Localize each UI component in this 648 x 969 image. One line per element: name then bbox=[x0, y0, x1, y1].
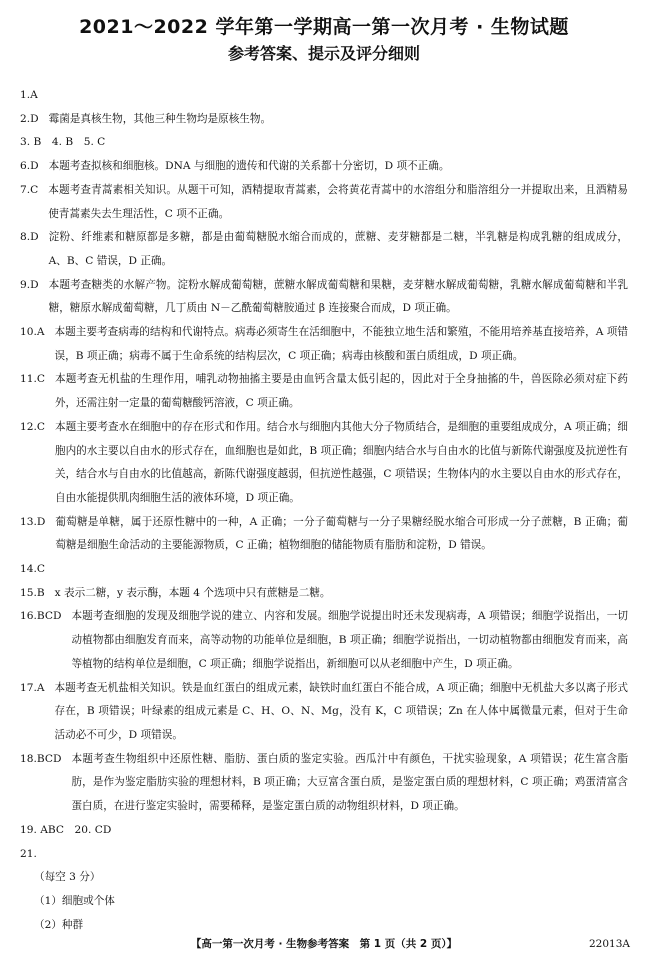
answer-item-15 bbox=[20, 582, 628, 606]
page-footer bbox=[0, 934, 648, 954]
answer-explanation: 淀粉、纤维素和糖原都是多糖，都是由葡萄糖脱水缩合而成的，蔗糖、麦芽糖都是二糖，半乳糖是构成乳糖的组成成分，A、B、C 错误，D 正确。 bbox=[48, 231, 628, 267]
answer-item-13 bbox=[20, 511, 628, 558]
answer-number: 17. bbox=[20, 681, 37, 694]
answer-explanation: 霉菌是真核生物，其他三种生物均是原核生物。 bbox=[48, 112, 272, 125]
answer-item-8 bbox=[20, 226, 628, 273]
answer-number: 6. bbox=[20, 160, 31, 173]
answer-key: D bbox=[30, 160, 39, 173]
footer-page-label: 【高一第一次月考 · 生物参考答案 第 1 页（共 2 页）】 bbox=[190, 938, 458, 950]
answer-key: A bbox=[30, 89, 38, 101]
q21-scoring-note: （每空 3 分） bbox=[34, 871, 101, 884]
page-subtitle: 参考答案、提示及评分细则 bbox=[227, 44, 420, 63]
answer-explanation: 本题考查糖类的水解产物。淀粉水解成葡萄糖，蔗糖水解成葡萄糖和果糖，麦芽糖水解成葡萄糖，乳糖水解成葡萄糖和半乳糖，糖原水解成葡萄糖，几丁质由 N－乙酰葡萄糖胺通过 β 连接聚合而成，D 项正确。 bbox=[48, 278, 628, 315]
answer-explanation: 本题考查细胞的发现及细胞学说的建立、内容和发展。细胞学说提出时还未发现病毒，A 项错误；细胞学说指出，一切动植物都由细胞发育而来，高等动物的功能单位是细胞，B 项正确；细胞学说指出，一切动植物都由细胞发育而来，高等植物的结构单位是细胞，C 项正确；细胞学说指出，新细胞可以从老细胞中产生，D 项正确。 bbox=[71, 610, 628, 670]
answer-item-7 bbox=[20, 179, 628, 226]
answer-item-11 bbox=[20, 368, 628, 415]
answer-explanation: x 表示二糖，y 表示酶，本题 4 个选项中只有蔗糖是二糖。 bbox=[54, 586, 331, 599]
answer-item-17 bbox=[20, 677, 628, 748]
answer-item-19-20 bbox=[20, 819, 628, 843]
answer-number: 14. bbox=[20, 563, 37, 576]
answer-keys-inline: 3. B 4. B 5. C bbox=[20, 136, 106, 149]
answer-key: C bbox=[36, 563, 45, 576]
answer-key: D bbox=[30, 231, 39, 244]
answer-number: 10. bbox=[20, 326, 37, 339]
answer-key: C bbox=[30, 183, 39, 196]
answer-key: B bbox=[36, 586, 45, 599]
page-title: 2021～2022 学年第一学期高一第一次月考 · 生物试题 bbox=[79, 16, 569, 38]
answer-item-18 bbox=[20, 748, 628, 819]
answer-explanation: 本题主要考查水在细胞中的存在形式和作用。结合水与细胞内其他大分子物质结合，是细胞的重要组成成分，A 项正确；细胞内的水主要以自由水的形式存在，血细胞也是如此，B 项正确；细胞内结合水与自由水的比值与新陈代谢强度及抗逆性有关，结合水与自由水的比值越高，新陈代谢强度越弱，但抗逆性越强，C 项错误；生物体内的水主要以自由水的形式存在，自由水能提供肌肉细胞生活的液体环境，D 项正确。 bbox=[54, 420, 628, 504]
answer-explanation: 本题考查无机盐相关知识。铁是血红蛋白的组成元素，缺铁时血红蛋白不能合成，A 项正确；细胞中无机盐大多以离子形式存在，B 项错误；叶绿素的组成元素是 C、H、O、N、Mg，没有 K，C 项错误；Zn 在人体中属微量元素，但对于生命活动必不可少，D 项错误。 bbox=[54, 681, 628, 741]
answer-item-14 bbox=[20, 558, 628, 582]
answer-item-21 bbox=[20, 843, 628, 867]
answer-key: D bbox=[36, 515, 46, 528]
q21-answer-1: （1）细胞或个体 bbox=[34, 894, 115, 907]
answer-number: 11. bbox=[20, 373, 37, 386]
answer-key: A bbox=[36, 681, 45, 694]
answer-number: 12. bbox=[20, 420, 37, 433]
answer-key: BCD bbox=[36, 752, 62, 765]
answer-list bbox=[20, 84, 628, 937]
answer-item-2 bbox=[20, 108, 628, 132]
answer-item-9 bbox=[20, 274, 628, 321]
answer-number: 18. bbox=[20, 752, 37, 765]
answer-number: 13. bbox=[20, 515, 37, 528]
answer-key: C bbox=[36, 373, 45, 386]
answer-number: 16. bbox=[20, 610, 37, 623]
answer-item-3-5 bbox=[20, 131, 628, 155]
answer-number: 8. bbox=[20, 231, 31, 244]
answer-item-6 bbox=[20, 155, 628, 179]
answer-number: 7. bbox=[20, 183, 31, 196]
answer-explanation: 本题考查拟核和细胞核。DNA 与细胞的遗传和代谢的关系都十分密切，D 项不正确。 bbox=[48, 160, 450, 173]
answer-key: C bbox=[36, 420, 45, 433]
answer-explanation: 本题考查生物组织中还原性糖、脂肪、蛋白质的鉴定实验。西瓜汁中有颜色，干扰实验现象，A 项错误；花生富含脂肪，是作为鉴定脂肪实验的理想材料，B 项正确；大豆富含蛋白质，是鉴定蛋白质的理想材料，C 项正确；鸡蛋清富含蛋白质，在进行鉴定实验时，需要稀释，是鉴定蛋白质的动物组织材料，D 项正确。 bbox=[71, 752, 628, 813]
answer-explanation: 本题考查无机盐的生理作用，哺乳动物抽搐主要是由血钙含量太低引起的，因此对于全身抽搐的牛，兽医除必须对症下药外，还需注射一定量的葡萄糖酸钙溶液，C 项正确。 bbox=[54, 373, 628, 410]
answer-explanation: 本题考查青蒿素相关知识。从题干可知，酒精提取青蒿素，会将黄花青蒿中的水溶组分和脂溶组分一并提取出来，且酒精易使青蒿素失去生理活性，C 项不正确。 bbox=[48, 183, 628, 220]
answer-key: D bbox=[30, 112, 39, 125]
answer-number: 9. bbox=[20, 278, 31, 291]
answer-number: 2. bbox=[20, 112, 31, 125]
answer-key: A bbox=[36, 326, 45, 339]
footer-exam-code: 22013A bbox=[589, 938, 630, 950]
answer-item-12 bbox=[20, 416, 628, 511]
q21-answer-2: （2）种群 bbox=[34, 918, 84, 931]
answer-item-16 bbox=[20, 605, 628, 676]
answer-key: BCD bbox=[36, 610, 62, 623]
answer-explanation: 本题主要考查病毒的结构和代谢特点。病毒必须寄生在活细胞中，不能独立地生活和繁殖，不能用培养基直接培养，A 项错误，B 项正确；病毒不属于生命系统的结构层次，C 项正确；病毒由核酸和蛋白质组成，D 项正确。 bbox=[54, 326, 628, 362]
answer-item-10 bbox=[20, 321, 628, 368]
answer-explanation: 葡萄糖是单糖，属于还原性糖中的一种，A 正确；一分子葡萄糖与一分子果糖经脱水缩合可形成一分子蔗糖，B 正确；葡萄糖是细胞生命活动的主要能源物质，C 正确；植物细胞的储能物质有脂肪和淀粉，D 错误。 bbox=[55, 515, 628, 552]
answer-number: 21. bbox=[20, 847, 37, 860]
answer-number: 1. bbox=[20, 89, 31, 101]
answer-item-1 bbox=[20, 84, 628, 108]
answer-key: D bbox=[30, 278, 39, 291]
answer-keys-inline: 19. ABC 20. CD bbox=[20, 823, 112, 836]
answer-number: 15. bbox=[20, 586, 37, 599]
